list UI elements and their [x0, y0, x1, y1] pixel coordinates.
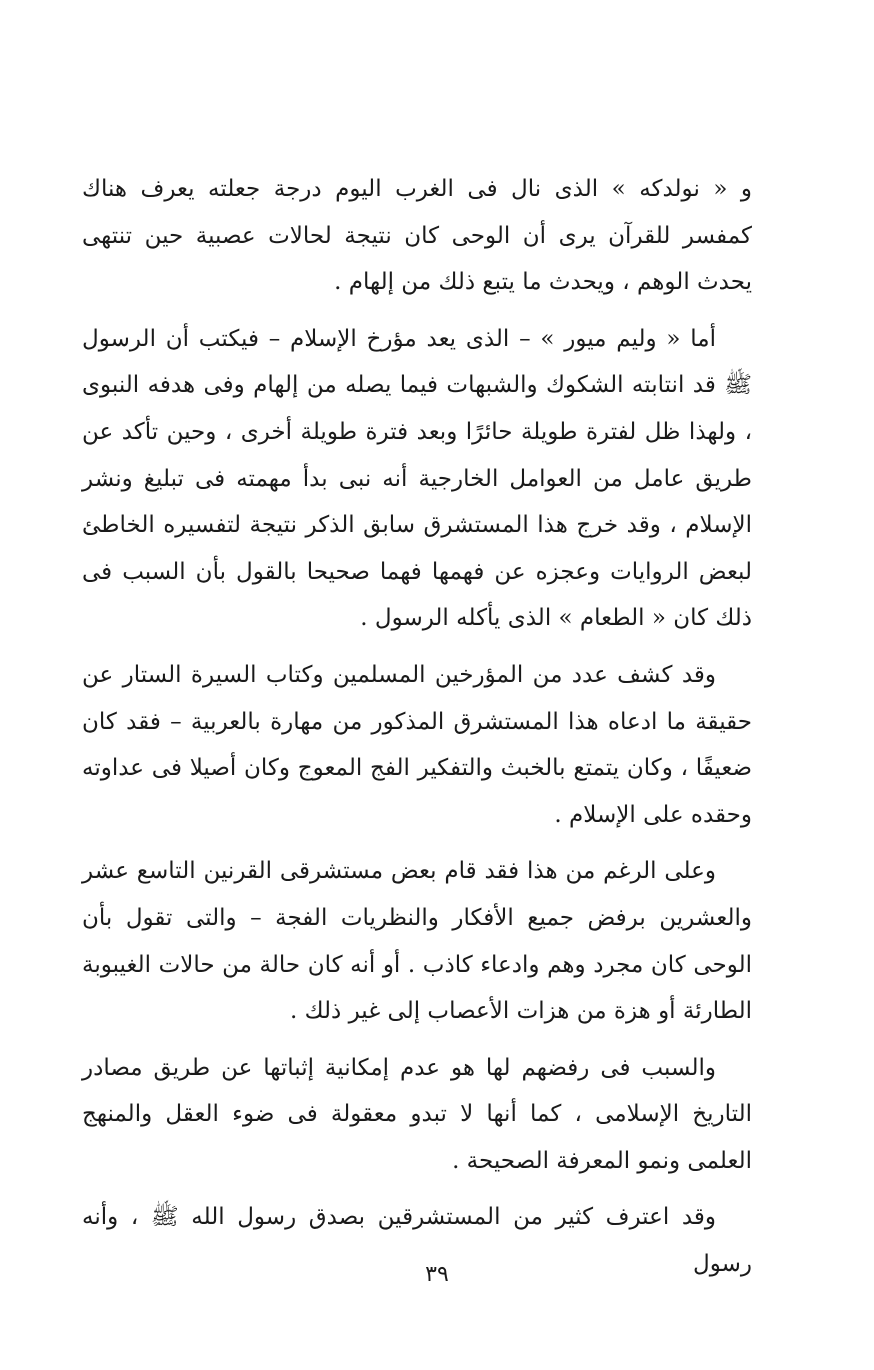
paragraph-william-muir: أما « وليم ميور » – الذى يعد مؤرخ الإسلام – فيكتب أن الرسول ﷺ قد انتابته الشكوك والشبهات فيما يصله من إلهام وفى هدفه النبوى ، ولهذا ظل لفترة طويلة حائرًا وبعد فترة طويلة أخرى ، وحين تأكد عن طريق عامل من العوامل الخارجية أنه نبى بدأ مهمته فى تبليغ ونشر الإسلام ، وقد خرج هذا المستشرق سابق الذكر نتيجة لتفسيره الخاطئ لبعض الروايات وعجزه عن فهمها فهما صحيحا بالقول بأن السبب فى ذلك كان « الطعام » الذى يأكله الرسول . [82, 325, 752, 632]
paragraph-acknowledgement: وقد اعترف كثير من المستشرقين بصدق رسول الله ﷺ ، وأنه رسول [82, 1204, 752, 1278]
page-number: ٣٩ [425, 1262, 449, 1287]
paragraph-noeldeke: و « نولدكه » الذى نال فى الغرب اليوم درجة جعلته يعرف هناك كمفسر للقرآن يرى أن الوحى كان نتيجة لحالات عصبية حين تنتهى يحدث الوهم ، ويحدث ما يتبع ذلك من إلهام . [82, 176, 752, 296]
paragraph-muslim-historians: وقد كشف عدد من المؤرخين المسلمين وكتاب السيرة الستار عن حقيقة ما ادعاه هذا المستشرق المذكور من مهارة بالعربية – فقد كان ضعيفًا ، وكان يتمتع بالخبث والتفكير الفج المعوج وكان أصيلا فى عداوته وحقده على الإسلام . [82, 661, 752, 828]
paragraph-reason-for-rejection: والسبب فى رفضهم لها هو عدم إمكانية إثباتها عن طريق مصادر التاريخ الإسلامى ، كما أنها لا تبدو معقولة فى ضوء العقل والمنهج العلمى ونمو المعرفة الصحيحة . [82, 1054, 752, 1174]
page-body [82, 166, 752, 1298]
paragraph-orientalists-rejection: وعلى الرغم من هذا فقد قام بعض مستشرقى القرنين التاسع عشر والعشرين برفض جميع الأفكار والنظريات الفجة – والتى تقول بأن الوحى كان مجرد وهم وادعاء كاذب . أو أنه كان حالة من حالات الغيبوبة الطارئة أو هزة من هزات الأعصاب إلى غير ذلك . [82, 858, 752, 1025]
